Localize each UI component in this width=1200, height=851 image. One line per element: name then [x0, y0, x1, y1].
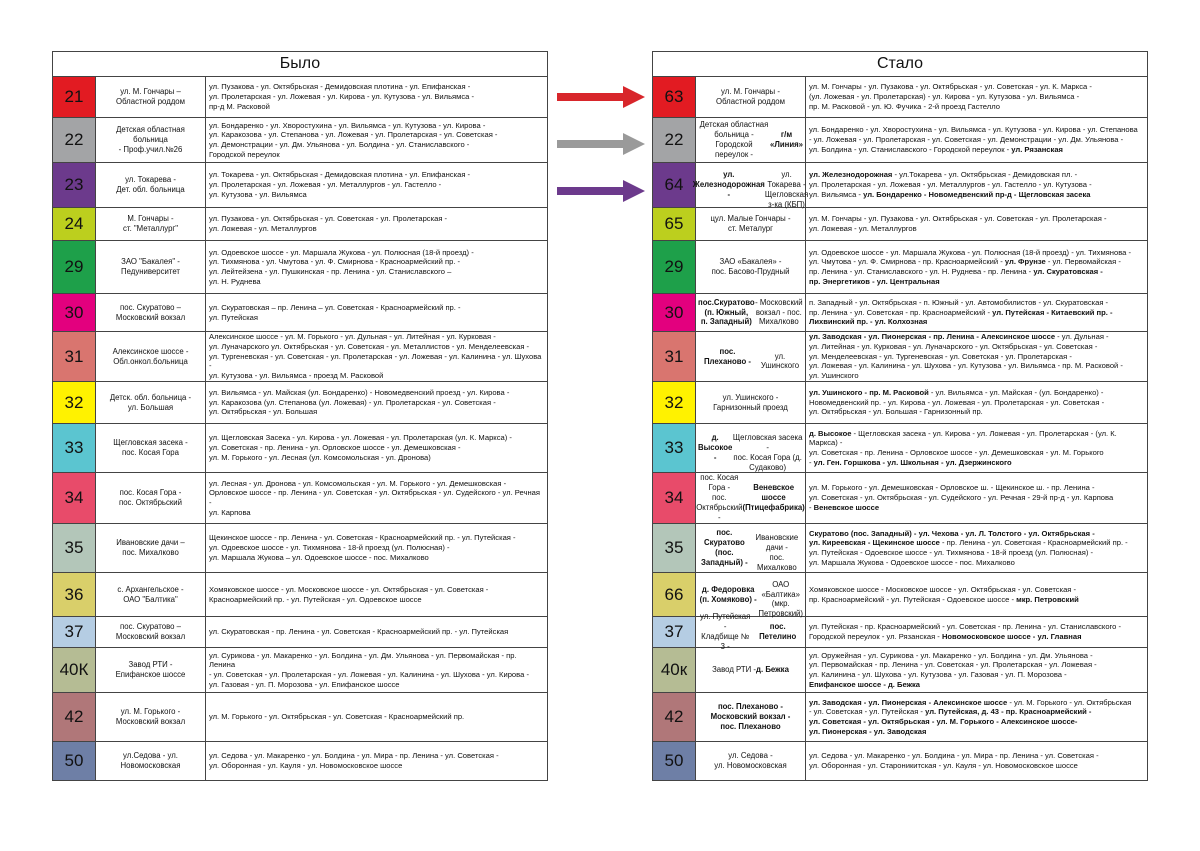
route-number: 30: [653, 294, 696, 331]
route-streets: ул. Пузакова - ул. Октябрьская - Демидовская плотина - ул. Епифанская - ул. Пролетарская - ул. Ложевая - ул. Кирова - ул. Кутузова - ул. Вильямса - пр-д М. Расковой: [209, 82, 475, 111]
route-row: [653, 294, 1147, 332]
route-endpoints: ул. М. Горького - Московский вокзал: [96, 693, 206, 741]
arrow-red-icon: [557, 86, 645, 108]
route-row: [53, 573, 547, 617]
route-endpoints: с. Архангельское - ОАО "Балтика": [96, 573, 206, 616]
route-number: 65: [653, 208, 696, 240]
route-streets: ул. М. Горького - ул. Демешковская - Орловское ш. - Щекинское ш. - пр. Ленина - ул. Советская - ул. Октябрьская - ул. Судейского - ул. Речная - 29-й пр-д - ул. Карпова - Веневское шоссе: [809, 483, 1114, 512]
route-streets: Алексинское шоссе - ул. М. Горького - ул. Дульная - ул. Литейная - ул. Курковая - ул. Луначарского ул. Октябрьская - ул. Советская - ул. Металлистов - ул. Менделеевская - ул. Тургеневская - ул. Советская - ул. Пролетарская - ул. Ложевая - ул. Калинина - ул. Шухова - ул. Кутузова - ул. Вильямса - проезд М. Расковой: [209, 332, 542, 381]
route-streets: ул. Седова - ул. Макаренко - ул. Болдина - ул. Мира - пр. Ленина - ул. Советская - ул. Оборонная - ул. Кауля - ул. Новомосковское шоссе: [209, 751, 499, 770]
route-number: 64: [653, 163, 696, 207]
route-endpoints: ул. М. Гончары – Областной роддом: [96, 77, 206, 117]
route-streets: ул. Оружейная - ул. Сурикова - ул. Макаренко - ул. Болдина - ул. Дм. Ульянова - ул. Первомайская - пр. Ленина - ул. Советская - ул. Пролетарская - ул. Ложевая - ул. Калинина - ул. Шухова - ул. Кутузова - ул. Газовая - ул. П. Морозова - Епифанское шоссе - д. Бежка: [809, 650, 1097, 689]
route-row: [653, 163, 1147, 208]
route-endpoints: Завод РТИ - д. Бежка: [696, 648, 806, 692]
route-endpoints: ул. Путейская - Кладбище № 3 - пос. Петелино: [696, 617, 806, 647]
route-row: [53, 163, 547, 208]
route-endpoints: пос.Скуратово (п. Южный, п. Западный) - Московский вокзал - пос. Михалково: [696, 294, 806, 331]
route-number: 36: [53, 573, 96, 616]
route-number: 32: [653, 382, 696, 423]
route-row: [53, 524, 547, 573]
route-number: 35: [653, 524, 696, 572]
route-endpoints: ул.Седова - ул. Новомосковская: [96, 742, 206, 780]
route-number: 29: [53, 241, 96, 293]
route-endpoints: ул. М. Гончары - Областной роддом: [696, 77, 806, 117]
route-endpoints: ул. Токарева - Дет. обл. больница: [96, 163, 206, 207]
route-streets: ул. Сурикова - ул. Макаренко - ул. Болдина - ул. Дм. Ульянова - ул. Первомайская - пр. Ленина - ул. Советская - ул. Пролетарская - ул. Ложевая - ул. Калинина - ул. Шухова - ул. Кирова - ул. Газовая - ул. П. Морозова - ул. Епифанское шоссе: [209, 650, 529, 689]
route-endpoints: М. Гончары - ст. "Металлург": [96, 208, 206, 240]
route-endpoints: Алексинское шоссе - Обл.онкол.больница: [96, 332, 206, 381]
route-number: 33: [53, 424, 96, 472]
route-streets: ул. Железнодорожная - ул.Токарева - ул. Октябрьская - Демидовская пл. - ул. Пролетарская - ул. Ложевая - ул. Металлургов - ул. Гастелло - ул. Кутузова - ул. Вильямса - ул. Бондаренко - Новомедвенский пр-д - Щегловская засека: [809, 170, 1092, 199]
route-number: 42: [53, 693, 96, 741]
after-table: [652, 51, 1148, 781]
after-title: Стало: [653, 52, 1147, 77]
route-streets: ул. Вильямса - ул. Майская (ул. Бондаренко) - Новомедвенский проезд - ул. Кирова - ул. Каракозова (ул. Степанова (ул. Ложевая) - ул. Пролетарская - ул. Советская - ул. Октябрьская - ул. Большая: [209, 387, 510, 417]
route-row: [653, 573, 1147, 617]
route-endpoints: ул. Ушинского - Гарнизонный проезд: [696, 382, 806, 423]
route-number: 50: [653, 742, 696, 780]
route-streets: ул. Токарева - ул. Октябрьская - Демидовская плотина - ул. Епифанская - ул. Пролетарская - ул. Ложевая - ул. Металлургов - ул. Гастелло - ул. Кутузова - ул. Вильямса: [209, 170, 471, 199]
route-streets: Скуратово (пос. Западный) - ул. Чехова - ул. Л. Толстого - ул. Октябрьская - ул. Киреевская - Щекинское шоссе - пр. Ленина - ул. Советская - Красноармейский пр. - ул. Путейская - Одоевское шоссе - ул. Тихмянова - 18-й проезд (ул. Полюсная) - ул. Маршала Жукова - Одоевское шоссе - пос. Михалково: [809, 528, 1128, 567]
route-streets: ул. Ушинского - пр. М. Расковой - ул. Вильямса - ул. Майская - (ул. Бондаренко) - Новомедвенский пр. - ул. Кирова - ул. Ложевая - ул. Пролетарская - ул. Советская - ул. Октябрьская - ул. Большая - Гарнизонный пр.: [809, 387, 1105, 417]
route-endpoints: Детская областная больница - Проф.учил.№26: [96, 118, 206, 162]
route-row: [653, 382, 1147, 424]
route-row: [653, 118, 1147, 163]
route-row: [53, 648, 547, 693]
route-number: 50: [53, 742, 96, 780]
route-number: 42: [653, 693, 696, 741]
route-streets: Хомяковское шоссе - Московское шоссе - ул. Октябрьская - ул. Советская - пр. Красноармейский - ул. Путейская - Одоевское шоссе - мкр. Петровский: [809, 584, 1079, 604]
route-endpoints: пос. Плеханово - Московский вокзал - пос. Плеханово: [696, 693, 806, 741]
route-row: [53, 382, 547, 424]
before-rows: [53, 77, 547, 780]
route-streets: ул. Скуратовская – пр. Ленина – ул. Советская - Красноармейский пр. - ул. Путейская: [209, 302, 461, 322]
route-row: [53, 742, 547, 780]
route-row: [53, 473, 547, 524]
arrow-gray-icon: [557, 133, 645, 155]
route-endpoints: ЗАО "Бакалея" - Педуниверситет: [96, 241, 206, 293]
after-rows: [653, 77, 1147, 780]
route-endpoints: пос. Косая Гора - пос. Октябрьский - Веневское шоссе (Птицефабрика): [696, 473, 805, 522]
route-endpoints: пос. Плеханово - ул. Ушинского: [696, 332, 806, 381]
route-number: 24: [53, 208, 96, 240]
route-number: 33: [653, 424, 696, 472]
route-row: [53, 241, 547, 294]
route-row: [53, 208, 547, 241]
route-streets: ул. Седова - ул. Макаренко - ул. Болдина - ул. Мира - пр. Ленина - ул. Советская - ул. Оборонная - ул. Староникитская - ул. Кауля - ул. Новомосковское шоссе: [809, 751, 1099, 770]
route-endpoints: ул. Железнодорожная - ул. Токарева - Щегловская з-ка (КБП): [696, 163, 806, 207]
route-row: [653, 241, 1147, 294]
route-row: [53, 77, 547, 118]
route-row: [653, 77, 1147, 118]
route-endpoints: ул. Седова - ул. Новомосковская: [696, 742, 806, 780]
route-endpoints: пос. Скуратово – Московский вокзал: [96, 617, 206, 647]
route-row: [653, 612, 1147, 651]
route-number: 40К: [53, 648, 96, 692]
route-number: 29: [653, 241, 696, 293]
route-row: [653, 693, 1147, 742]
route-streets: ул. Пузакова - ул. Октябрьская - ул. Советская - ул. Пролетарская - ул. Ложевая - ул. Металлургов: [209, 214, 448, 233]
route-streets: ул. Лесная - ул. Дронова - ул. Комсомольская - ул. М. Горького - ул. Демешковская - Орловское шоссе - пр. Ленина - ул. Советская - ул. Октябрьская - ул. Судейского - ул. Речная - ул. Карпова: [209, 478, 540, 517]
route-number: 66: [653, 573, 696, 616]
route-endpoints: ЗАО «Бакалея» - пос. Басово-Прудный: [696, 241, 806, 293]
route-number: 34: [653, 473, 696, 523]
route-streets: ул. Щегловская Засека - ул. Кирова - ул. Ложевая - ул. Пролетарская (ул. К. Маркса) - ул. Советская - пр. Ленина - ул. Орловское шоссе - ул. Демешковская - ул. М. Горького - ул. Лесная (ул. Комсомольская - ул. Дронова): [209, 433, 512, 462]
route-endpoints: д. Высокое - Щегловская засека - пос. Косая Гора (д. Судаково): [696, 424, 806, 472]
route-row: [53, 332, 547, 382]
route-row: [53, 118, 547, 163]
route-streets: ул. Заводская - ул. Пионерская - Алексинское шоссе - ул. М. Горького - ул. Октябрьская - ул. Советская - ул. Путейская - ул. Путейская, д. 43 - пр. Красноармейский - ул. Советская - ул. Октябрьская - ул. М. Горького - Алексинское шоссе- ул. Пионерская - ул. Заводская: [809, 697, 1132, 736]
route-row: [653, 524, 1147, 573]
route-endpoints: цул. Малые Гончары - ст. Металург: [696, 208, 806, 240]
route-row: [53, 424, 547, 473]
route-streets: ул. М. Гончары - ул. Пузакова - ул. Октябрьская - ул. Советская - ул. Пролетарская - ул. Ложевая - ул. Металлургов: [809, 214, 1107, 233]
route-number: 34: [53, 473, 96, 523]
route-row: [653, 648, 1147, 693]
route-number: 32: [53, 382, 96, 423]
route-endpoints: Завод РТИ - Епифанское шоссе: [96, 648, 206, 692]
route-endpoints: д. Федоровка (п. Хомяково) - ОАО «Балтика» (мкр. Петровский): [696, 573, 806, 616]
route-endpoints: Детская областная больница - Городской переулок - г/м «Линия»: [696, 118, 806, 162]
arrow-purple-icon: [557, 180, 645, 202]
route-row: [653, 742, 1147, 780]
route-endpoints: пос. Косая Гора - пос. Октябрьский: [96, 473, 206, 523]
route-row: [653, 208, 1147, 241]
route-streets: ул. Скуратовская - пр. Ленина - ул. Советская - Красноармейский пр. - ул. Путейская: [209, 627, 509, 637]
route-streets: ул. М. Гончары - ул. Пузакова - ул. Октябрьская - ул. Советская - ул. К. Маркса - (ул. Ложевая - ул. Пролетарская) - ул. Кирова - ул. Кутузова - ул. Вильямса - пр. М. Расковой - ул. Ю. Фучика - 2-й проезд Гастелло: [809, 82, 1092, 111]
route-endpoints: пос. Скуратово (пос. Западный) - Ивановские дачи - пос. Михалково: [696, 524, 806, 572]
route-number: 23: [53, 163, 96, 207]
route-number: 63: [653, 77, 696, 117]
route-number: 30: [53, 294, 96, 331]
route-endpoints: пос. Скуратово – Московский вокзал: [96, 294, 206, 331]
route-streets: ул. Заводская - ул. Пионерская - пр. Ленина - Алексинское шоссе - ул. Дульная - ул. Литейная - ул. Курковая - ул. Луначарского - ул. Октябрьская - ул. Советская - ул. Менделеевская - ул. Тургеневская - ул. Советская - ул. Пролетарская - ул. Ложевая - ул. Калинина - ул. Шухова - ул. Кутузова - ул. Вильямса - пр. М. Расковой - ул. Ушинского: [809, 332, 1123, 381]
route-number: 22: [653, 118, 696, 162]
route-number: 40к: [653, 648, 696, 692]
route-streets: ул. М. Горького - ул. Октябрьская - ул. Советская - Красноармейский пр.: [209, 712, 465, 722]
route-streets: ул. Одоевское шоссе - ул. Маршала Жукова - ул. Полюсная (18-й проезд) - ул. Тихмянова - ул. Чмутова - ул. Ф. Смирнова - Красноармейский пр. - ул. Лейтейзена - ул. Пушкинская - пр. Ленина - ул. Станиславского – ул. Н. Руднева: [209, 247, 474, 286]
route-row: [53, 294, 547, 332]
route-endpoints: Детск. обл. больница - ул. Большая: [96, 382, 206, 423]
route-row: [653, 473, 1147, 524]
route-streets: д. Высокое - Щегловская засека - ул. Кирова - ул. Ложевая - ул. Пролетарская - (ул. К. Маркса) - ул. Советская - пр. Ленина - Орловское шоссе - ул. Демешковская - ул. М. Горького - ул. Ген. Горшкова - ул. Школьная - ул. Дзержинского: [809, 428, 1117, 467]
route-streets: Щекинское шоссе - пр. Ленина - ул. Советская - Красноармейский пр. - ул. Путейская - ул. Одоевское шоссе - ул. Тихмянова - 18-й проезд (ул. Полюсная) - ул. Маршала Жукова – ул. Одоевское шоссе - пос. Михалково: [209, 533, 516, 562]
route-streets: ул. Путейская - пр. Красноармейский - ул. Советская - пр. Ленина - ул. Станиславского - Городской переулок - ул. Рязанская - Новомосковское шоссе - ул. Главная: [809, 622, 1122, 641]
route-number: 22: [53, 118, 96, 162]
route-row: [53, 693, 547, 742]
route-streets: Хомяковское шоссе - ул. Московское шоссе - ул. Октябрьская - ул. Советская - Красноармейский пр. - ул. Путейская - ул. Одоевское шоссе: [209, 584, 489, 604]
route-streets: ул. Бондаренко - ул. Хворостухина - ул. Вильямса - ул. Кутузова - ул. Кирова - ул. Каракозова - ул. Степанова - ул. Ложевая - ул. Пролетарская - ул. Советская - ул. Демонстрации - ул. Дм. Ульянова - ул. Болдина - ул. Станиславского - Городской переулок: [209, 120, 498, 159]
route-number: 37: [653, 617, 696, 647]
route-row: [653, 332, 1147, 382]
route-streets: п. Западный - ул. Октябрьская - п. Южный - ул. Автомобилистов - ул. Скуратовская - пр. Ленина - ул. Советская - пр. Красноармейский - ул. Путейская - Китаевский пр. - Лихвинский пр. - ул. Колхозная: [809, 297, 1113, 327]
route-row: [653, 424, 1147, 473]
route-number: 37: [53, 617, 96, 647]
before-table: [52, 51, 548, 781]
route-number: 35: [53, 524, 96, 572]
route-number: 21: [53, 77, 96, 117]
route-endpoints: Щегловская засека - пос. Косая Гора: [96, 424, 206, 472]
route-streets: ул. Бондаренко - ул. Хворостухина - ул. Вильямса - ул. Кутузова - ул. Кирова - ул. Степанова - ул. Ложевая - ул. Пролетарская - ул. Советская - ул. Демонстрации - ул. Дм. Ульянова - ул. Болдина - ул. Станиславского - Городской переулок - ул. Рязанская: [809, 125, 1138, 154]
route-number: 31: [653, 332, 696, 381]
before-title: Было: [53, 52, 547, 77]
route-streets: ул. Одоевское шоссе - ул. Маршала Жукова - ул. Полюсная (18-й проезд) - ул. Тихмянова - ул. Чмутова - ул. Ф. Смирнова - пр. Красноармейский - ул. Фрунзе - ул. Первомайская - пр. Ленина - ул. Станиславского - ул. Н. Руднева - пр. Ленина - ул. Скуратовская - пр. Энергетиков - ул. Центральная: [809, 247, 1132, 286]
route-number: 31: [53, 332, 96, 381]
route-endpoints: Ивановские дачи – пос. Михалково: [96, 524, 206, 572]
route-row: [53, 617, 547, 648]
